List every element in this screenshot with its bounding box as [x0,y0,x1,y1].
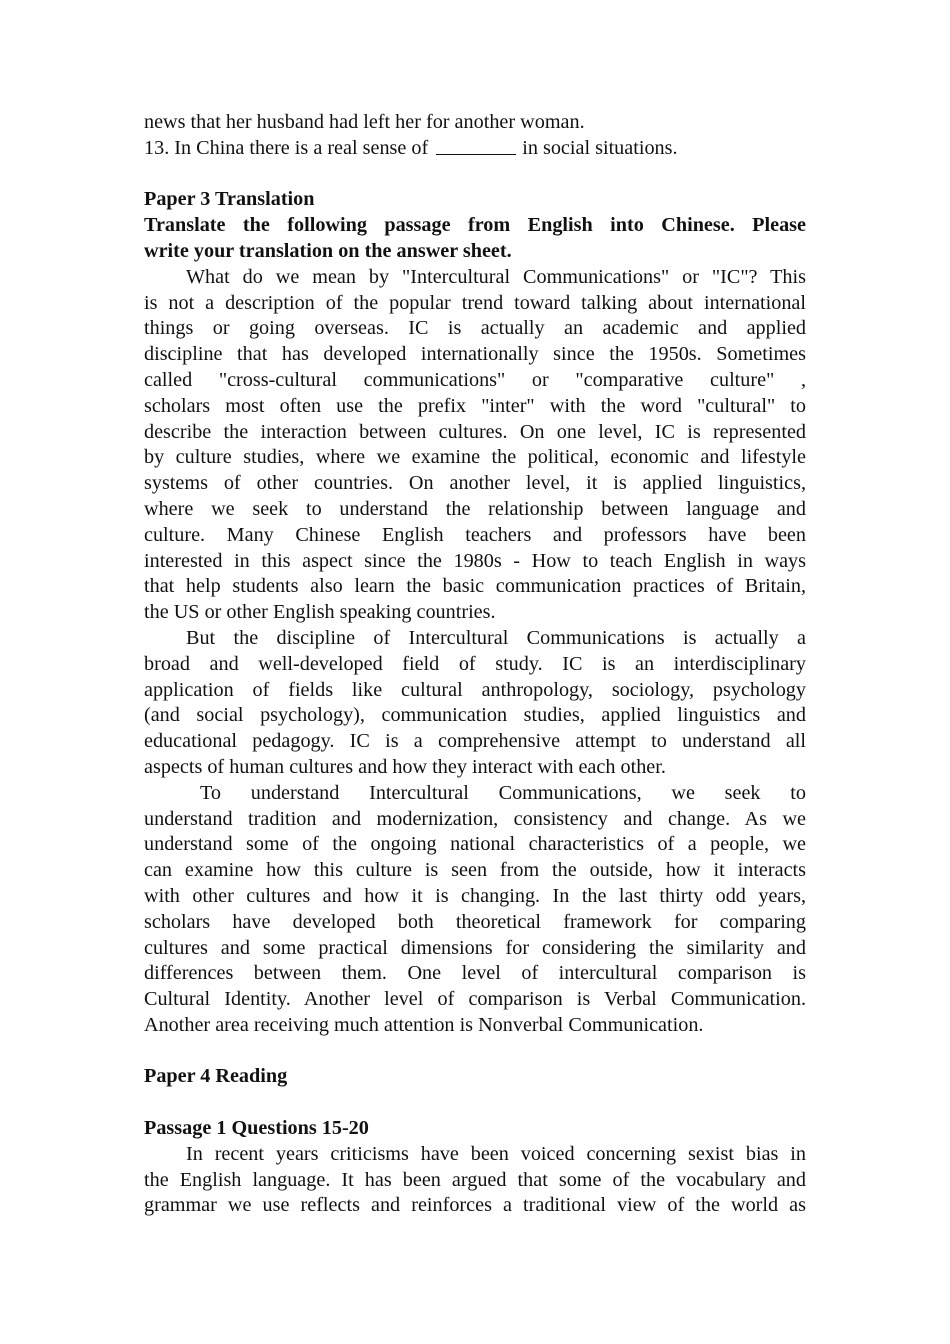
text-line: where we seek to understand the relationship between language and [144,497,806,520]
text-line: is not a description of the popular trend toward talking about international [144,291,806,314]
text-line: scholars have developed both theoretical framework for comparing [144,910,806,933]
text-line: understand some of the ongoing national characteristics of a people, we [144,833,806,856]
spacer [144,1039,806,1065]
text-line: describe the interaction between cultures. On one level, IC is represented [144,420,806,443]
paragraph-2 [144,626,806,781]
text-line: discipline that has developed internationally since the 1950s. Sometimes [144,343,806,366]
question-13-text-before: 13. In China there is a real sense of [144,136,429,159]
text-line: with other cultures and how it is changing. In the last thirty odd years, [144,884,806,907]
spacer [144,162,806,188]
paper3-heading: Paper 3 Translation [144,188,315,211]
text-line: the US or other English speaking countries. [144,601,496,624]
text-line: educational pedagogy. IC is a comprehensive attempt to understand all [144,730,806,753]
text-line: systems of other countries. On another level, it is applied linguistics, [144,472,806,495]
passage-1-paragraph [144,1142,806,1219]
text-line: broad and well-developed field of study. IC is an interdisciplinary [144,652,806,675]
document-page [144,110,806,1219]
text-line: But the discipline of Intercultural Communications is actually a [186,626,806,649]
text-line: called "cross-cultural communications" or "comparative culture" , [144,368,806,391]
text-line: grammar we use reflects and reinforces a traditional view of the world as [144,1194,806,1217]
text-line: Another area receiving much attention is Nonverbal Communication. [144,1013,704,1036]
text-line: the English language. It has been argued that some of the vocabulary and [144,1168,806,1191]
text-line: To understand Intercultural Communications, we seek to [200,781,806,804]
answer-blank [436,137,516,155]
text-line: understand tradition and modernization, consistency and change. As we [144,807,806,830]
text-line: can examine how this culture is seen from the outside, how it interacts [144,859,806,882]
paragraph-1 [144,265,806,626]
spacer [144,1090,806,1116]
passage-heading: Passage 1 Questions 15-20 [144,1117,369,1140]
text-line: cultures and some practical dimensions for considering the similarity and [144,936,806,959]
paper3-instruction-line: write your translation on the answer sheet. [144,239,512,262]
paragraph-3 [144,781,806,1039]
continuation-line: news that her husband had left her for another woman. [144,111,585,133]
text-line: aspects of human cultures and how they interact with each other. [144,755,666,778]
text-line: application of fields like cultural anthropology, sociology, psychology [144,678,806,701]
text-line: things or going overseas. IC is actually an academic and applied [144,317,806,340]
text-line: differences between them. One level of intercultural comparison is [144,962,806,985]
text-line: scholars most often use the prefix "inter" with the word "cultural" to [144,394,806,417]
text-line: culture. Many Chinese English teachers and professors have been [144,523,806,546]
paper4-heading: Paper 4 Reading [144,1065,288,1088]
paper3-instruction-line: Translate the following passage from English into Chinese. Please [144,214,806,237]
text-line: (and social psychology), communication studies, applied linguistics and [144,704,806,727]
text-line: What do we mean by "Intercultural Communications" or "IC"? This [186,265,806,288]
text-line: In recent years criticisms have been voiced concerning sexist bias in [186,1142,806,1165]
question-13-text-after: in social situations. [522,136,678,159]
text-line: interested in this aspect since the 1980s - How to teach English in ways [144,549,806,572]
text-line: that help students also learn the basic communication practices of Britain, [144,575,806,598]
question-13 [144,136,806,162]
text-line: by culture studies, where we examine the political, economic and lifestyle [144,446,806,469]
text-line: Cultural Identity. Another level of comparison is Verbal Communication. [144,988,806,1011]
